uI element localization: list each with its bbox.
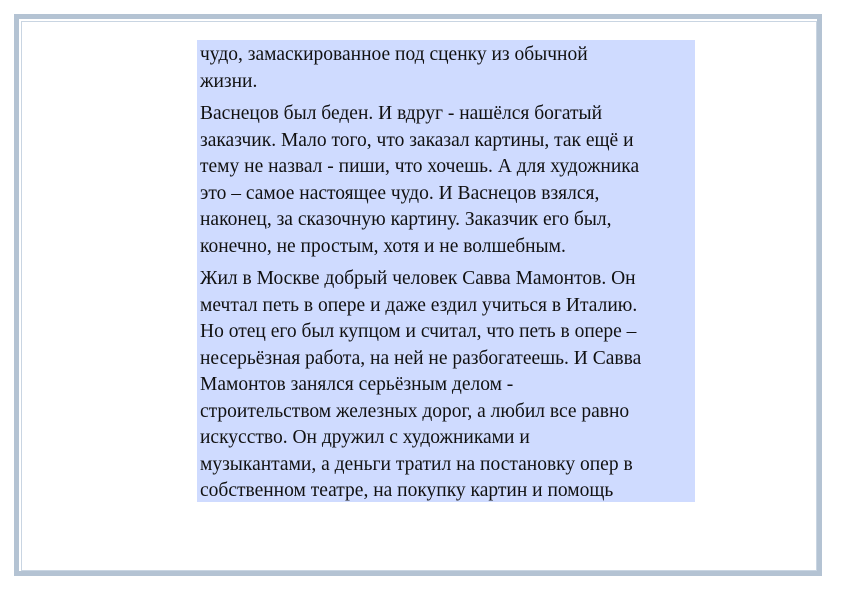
text-line: строительством железных дорог, а любил все равно	[200, 400, 630, 422]
text-line: конечно, не простым, хотя и не волшебным.	[200, 235, 566, 257]
text-line: это – самое настоящее чудо. И Васнецов взялся,	[200, 182, 600, 204]
text-line: Но отец его был купцом и считал, что петь в опере –	[200, 321, 637, 342]
paragraph-3	[200, 266, 692, 502]
text-line: Васнецов был беден. И вдруг - нашёлся богатый	[200, 103, 603, 124]
paragraph-2	[200, 101, 692, 260]
text-line: Жил в Москве добрый человек Савва Мамонтов. Он	[200, 268, 636, 289]
text-line: мечтал петь в опере и даже ездил учиться в Италию.	[200, 294, 638, 316]
text-line: тему не назвал - пиши, что хочешь. А для художника	[200, 156, 640, 177]
text-box	[197, 40, 695, 502]
text-line: наконец, за сказочную картину. Заказчик его был,	[200, 209, 612, 230]
text-line: жизни.	[200, 70, 258, 92]
paragraph-1	[200, 42, 692, 95]
text-line: Мамонтов занялся серьёзным делом -	[200, 374, 514, 395]
text-line: чудо, замаскированное под сценку из обычной	[200, 44, 588, 65]
text-line: искусство. Он дружил с художниками и	[200, 427, 530, 448]
text-line: собственном театре, на покупку картин и помощь	[200, 480, 614, 501]
text-line: несерьёзная работа, на ней не разбогатеешь. И Савва	[200, 347, 642, 369]
text-line: заказчик. Мало того, что заказал картины, так ещё и	[200, 129, 634, 151]
text-line: музыкантами, а деньги тратил на постановку опер в	[200, 453, 633, 475]
